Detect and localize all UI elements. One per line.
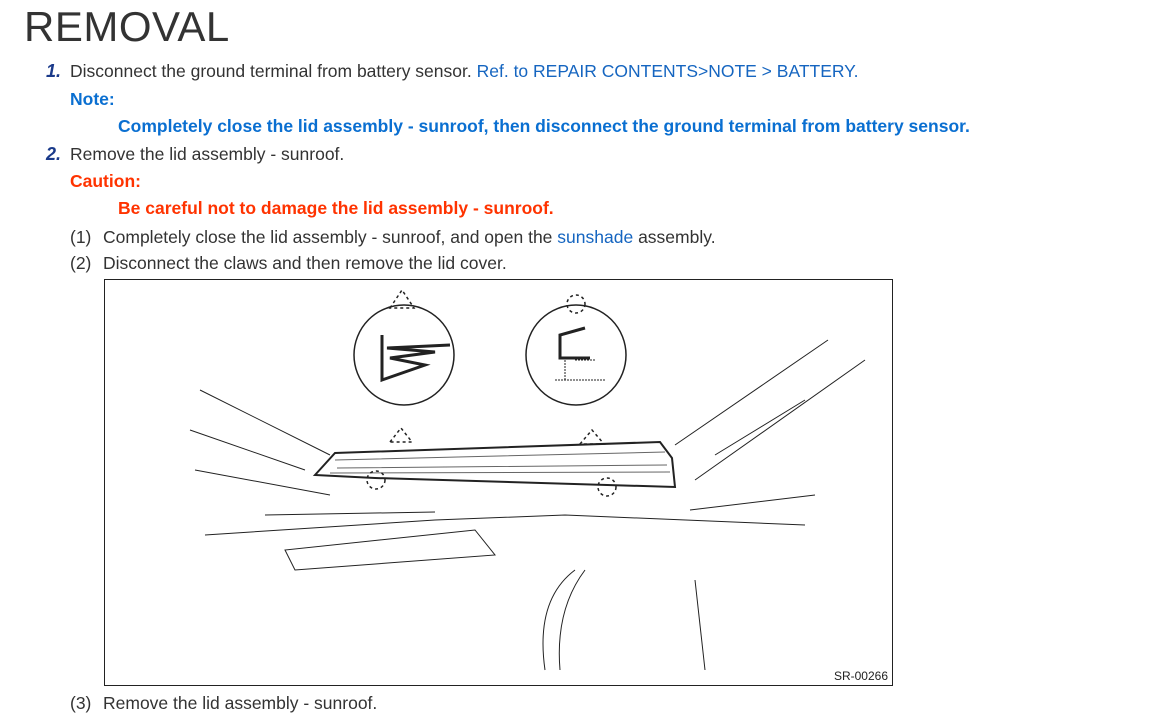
battery-ref-link[interactable]: Ref. to REPAIR CONTENTS>NOTE > BATTERY. bbox=[476, 61, 859, 81]
substep-number: (1) bbox=[70, 227, 92, 247]
page-title: REMOVAL bbox=[24, 3, 230, 50]
step-number: 2. bbox=[46, 144, 62, 164]
substep-text: Completely close the lid assembly - sunroof, and open the bbox=[103, 227, 553, 247]
substep-3-text: Remove the lid assembly - sunroof. bbox=[103, 693, 378, 713]
step-text: Disconnect the ground terminal from battery sensor. bbox=[70, 61, 472, 81]
substep-number: (3) bbox=[70, 693, 92, 713]
figure-id: SR-00266 bbox=[833, 669, 888, 683]
step-1-text bbox=[70, 61, 858, 82]
substep-text: assembly. bbox=[638, 227, 716, 247]
caution-label: Caution: bbox=[70, 171, 141, 191]
sunroof-illustration bbox=[105, 280, 892, 685]
sunroof-lid-figure bbox=[104, 279, 893, 686]
sunshade-link[interactable]: sunshade bbox=[557, 227, 634, 247]
note-label: Note: bbox=[70, 89, 115, 109]
substep-2-text: Disconnect the claws and then remove the lid cover. bbox=[103, 253, 507, 273]
step-number: 1. bbox=[46, 61, 62, 81]
substep-number: (2) bbox=[70, 253, 92, 273]
step-2-text: Remove the lid assembly - sunroof. bbox=[70, 144, 345, 164]
caution-text: Be careful not to damage the lid assembly - sunroof. bbox=[118, 198, 554, 218]
substep-1-text bbox=[103, 227, 716, 248]
note-text: Completely close the lid assembly - sunroof, then disconnect the ground terminal from battery sensor. bbox=[118, 116, 970, 136]
